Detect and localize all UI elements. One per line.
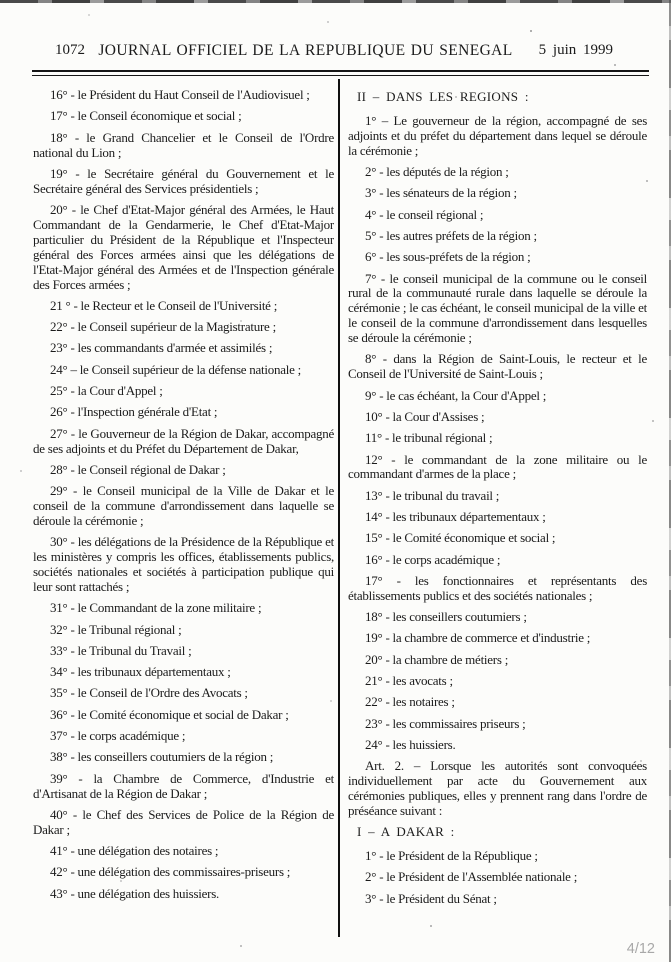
ordered-item: 32° - le Tribunal régional ; xyxy=(50,621,182,637)
ordered-item: 34° - les tribunaux départementaux ; xyxy=(50,664,231,680)
ordered-item: 40° - le Chef des Services de Police de la Région de Dakar ; xyxy=(33,806,334,837)
article-2-paragraph: Art. 2. – Lorsque les autorités sont convoquées individuellement par acte du Gouvernement aux cérémonies publiques, elles y prennent rang dans l'ordre de préséance suivant : xyxy=(348,758,647,818)
ordered-item: 16° - le Président du Haut Conseil de l'Audiovisuel ; xyxy=(50,88,310,102)
ordered-item: 37° - le corps académique ; xyxy=(50,728,186,744)
ordered-item: 14° - les tribunaux départementaux ; xyxy=(365,509,546,525)
ordered-item: 33° - le Tribunal du Travail ; xyxy=(50,642,192,658)
ordered-item: 35° - le Conseil de l'Ordre des Avocats ; xyxy=(50,685,248,701)
ordered-item: 23° - les commissaires priseurs ; xyxy=(365,715,526,731)
ordered-item: 1° - le Président de la République ; xyxy=(365,848,538,864)
ordered-item: 21 ° - le Recteur et le Conseil de l'Université ; xyxy=(50,297,278,313)
ordered-item: 13° - le tribunal du travail ; xyxy=(365,487,500,503)
ordered-item: 11° - le tribunal régional ; xyxy=(365,430,493,446)
ordered-item: 24° – le Conseil supérieur de la défense nationale ; xyxy=(50,361,302,377)
ordered-item: 20° - le Chef d'Etat-Major général des Armées, le Haut Commandant de la Gendarmerie, le Chef d'Etat-Major particulier du Président de la République et l'Inspecteur général des Forces armées ainsi que les délégations de l'Etat-Major général des Armées et de l'Inspection générale des Forces armées ; xyxy=(33,202,334,292)
column-divider xyxy=(338,79,340,937)
ordered-item: 43° - une délégation des huissiers. xyxy=(50,885,220,901)
ordered-item: 19° - la chambre de commerce et d'industrie ; xyxy=(365,630,591,646)
ordered-item: 19° - le Secrétaire général du Gouvernement et le Secrétaire général des Services présidentiels ; xyxy=(33,165,334,196)
ordered-item: 16° - le corps académique ; xyxy=(365,551,501,567)
ordered-item: 6° - les sous-préfets de la région ; xyxy=(365,249,531,265)
ordered-item: 18° - le Grand Chancelier et le Conseil de l'Ordre national du Lion ; xyxy=(33,129,334,160)
page-header xyxy=(0,42,671,64)
ordered-item: 28° - le Conseil régional de Dakar ; xyxy=(50,461,226,477)
ordered-item: 36° - le Comité économique et social de Dakar ; xyxy=(50,706,289,722)
ordered-item: 10° - la Cour d'Assises ; xyxy=(365,408,485,424)
right-column xyxy=(348,88,647,944)
ordered-item: 12° - le commandant de la zone militaire ou le commandant d'armes de la place ; xyxy=(348,451,647,482)
ordered-item: 5° - les autres préfets de la région ; xyxy=(365,227,537,243)
ordered-item: 3° - les sénateurs de la région ; xyxy=(365,185,517,201)
ordered-item: 1° – Le gouverneur de la région, accompagné de ses adjoints et du préfet du département dans lequel se déroule la cérémonie ; xyxy=(348,112,647,158)
ordered-item: 2° - le Président de l'Assemblée nationale ; xyxy=(365,869,578,885)
ordered-item: 38° - les conseillers coutumiers de la région ; xyxy=(50,749,274,765)
ordered-item: 39° - la Chambre de Commerce, d'Industrie et d'Artisanat de la Région de Dakar ; xyxy=(33,770,334,801)
ordered-item: 23° - les commandants d'armée et assimilés ; xyxy=(50,340,273,356)
ordered-item: 22° - les notaires ; xyxy=(365,694,455,710)
section-heading-dakar: I – A DAKAR : xyxy=(357,824,455,840)
ordered-item: 17° - le Conseil économique et social ; xyxy=(50,108,242,124)
ordered-item: 18° - les conseillers coutumiers ; xyxy=(365,609,527,625)
ordered-item: 2° - les députés de la région ; xyxy=(365,164,509,180)
ordered-item: 9° - le cas échéant, la Cour d'Appel ; xyxy=(365,387,547,403)
dakar-item-list xyxy=(348,849,647,907)
ordered-item: 15° - le Comité économique et social ; xyxy=(365,530,556,546)
ordered-item: 17° - les fonctionnaires et représentants des établissements publics et des sociétés nationales ; xyxy=(348,572,647,603)
ordered-item: 7° - le conseil municipal de la commune ou le conseil rural de la communauté rurale dans laquelle se déroule la cérémonie ; le cas échéant, le conseil municipal de la ville et le conseil de la commune d'arrondissement dans lesquelles se déroule la cérémonie ; xyxy=(348,270,647,346)
left-column xyxy=(33,88,334,944)
ordered-item: 3° - le Président du Sénat ; xyxy=(365,890,497,906)
page-position-indicator: 4/12 xyxy=(626,941,655,957)
ordered-item: 41° - une délégation des notaires ; xyxy=(50,843,219,859)
ordered-item: 31° - le Commandant de la zone militaire ; xyxy=(50,600,262,616)
ordered-item: 25° - la Cour d'Appel ; xyxy=(50,383,163,399)
ordered-item: 29° - le Conseil municipal de la Ville de Dakar et le conseil de la commune d'arrondissement dans laquelle se déroule la cérémonie ; xyxy=(33,483,334,528)
ordered-item: 26° - l'Inspection générale d'Etat ; xyxy=(50,404,218,420)
header-double-rule xyxy=(32,70,649,76)
scan-artifact-top-edge xyxy=(0,0,671,3)
issue-date: 5 juin 1999 xyxy=(538,42,613,58)
journal-title: JOURNAL OFFICIEL DE LA REPUBLIQUE DU SENEGAL xyxy=(98,42,513,59)
ordered-item: 30° - les délégations de la Présidence de la République et les ministères y compris les offices, établissements publics, sociétés nationales et sociétés à participation publique qui leur sont rattachés ; xyxy=(33,534,334,594)
regions-item-list xyxy=(348,114,647,753)
section-heading-regions: II – DANS LES REGIONS : xyxy=(357,89,529,104)
ordered-item: 21° - les avocats ; xyxy=(365,673,453,688)
ordered-item: 24° - les huissiers. xyxy=(365,736,456,752)
ordered-item: 42° - une délégation des commissaires-priseurs ; xyxy=(50,864,291,880)
page-number: 1072 xyxy=(55,42,85,58)
ordered-item: 4° - le conseil régional ; xyxy=(365,206,484,222)
ordered-item: 22° - le Conseil supérieur de la Magistrature ; xyxy=(50,319,276,335)
ordered-item: 8° - dans la Région de Saint-Louis, le recteur et le Conseil de l'Université de Saint-Louis ; xyxy=(348,351,647,382)
ordered-item: 27° - le Gouverneur de la Région de Dakar, accompagné de ses adjoints et du Préfet du Département de Dakar, xyxy=(33,425,334,456)
scan-noise-specks xyxy=(0,0,2,2)
ordered-item: 20° - la chambre de métiers ; xyxy=(365,651,509,667)
